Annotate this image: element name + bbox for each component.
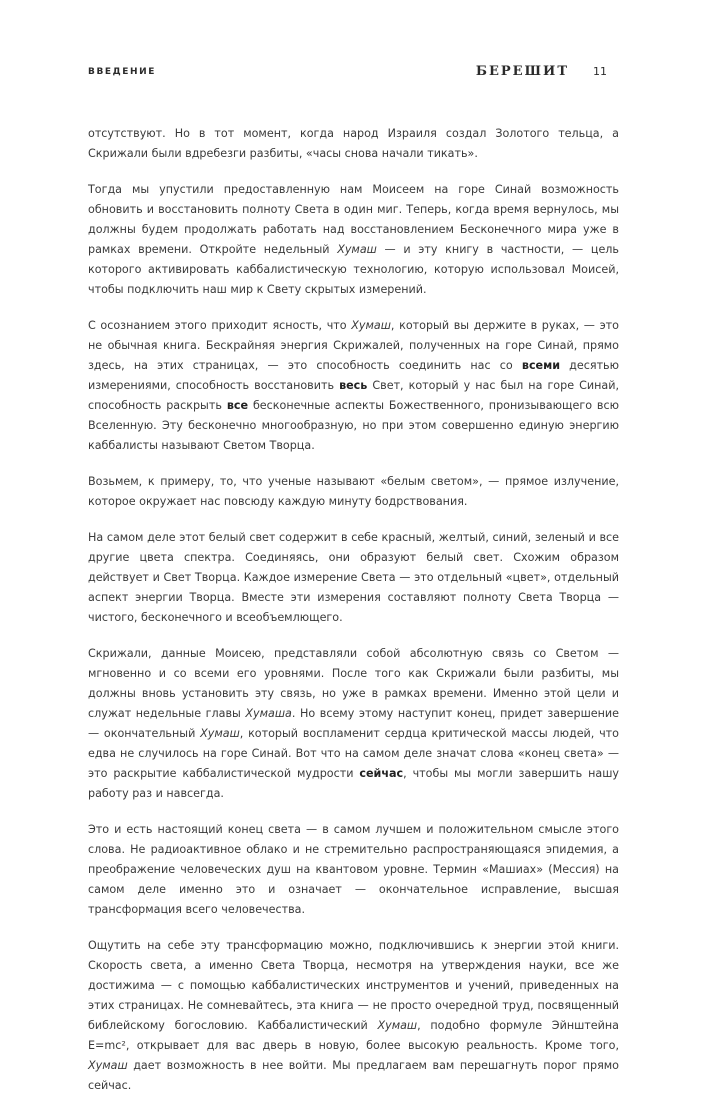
italic-text: Хумаш: [88, 1059, 128, 1072]
text-run: , который воспламенит сердца критической массы людей, что едва не случилось на горе Синай. Вот что на самом деле значат слова «конец света» — это раскрытие каббалистической мудрости: [88, 727, 619, 780]
text-run: . Но всему этому наступит конец, придет завершение — окончательный: [88, 707, 620, 740]
paragraph: [88, 820, 619, 920]
text-run: отсутствуют. Но в тот момент, когда народ Израиля создал Золотого тельца, а Скрижали были вдребезги разбиты, «часы снова начали тикать».: [88, 127, 619, 160]
text-run: Возьмем, к примеру, то, что ученые называют «белым светом», — прямое излучение, которое окружает нас повсюду каждую минуту бодрствования.: [88, 475, 619, 508]
page-number: 11: [593, 65, 607, 78]
text-run: Тогда мы упустили предоставленную нам Моисеем на горе Синай возможность обновить и восстановить полноту Света в один миг. Теперь, когда время вернулось, мы должны будем продолжать работать над восстановлением Бесконечного мира уже в рамках времени. Откройте недельный: [88, 183, 619, 256]
italic-text: Хумаш: [200, 727, 240, 740]
text-run: С осознанием этого приходит ясность, что: [88, 319, 352, 332]
text-run: Скрижали, данные Моисею, представляли собой абсолютную связь со Светом — мгновенно и со всеми его уровнями. После того как Скрижали были разбиты, мы должны вновь установить эту связь, но уже в рамках времени. Именно этой цели и служат недельные главы: [88, 647, 619, 720]
paragraph: [88, 472, 619, 512]
text-run: , подобно формуле Эйнштейна E=mc²: [88, 1019, 619, 1052]
text-run: десятью измерениями, способность восстановить: [88, 359, 619, 392]
italic-text: Хумаша: [245, 707, 292, 720]
paragraph: [88, 644, 619, 804]
paragraph: [88, 180, 619, 300]
italic-text: Хумаш: [351, 319, 391, 332]
running-header: [0, 64, 706, 84]
paragraph: [88, 124, 619, 164]
bold-text: сейчас: [359, 767, 404, 780]
italic-text: Хумаш: [337, 243, 377, 256]
text-run: — и эту книгу в частности, — цель которого активировать каббалистическую технологию, которую использовал Моисей, чтобы подключить наш мир к Свету скрытых измерений.: [88, 243, 619, 296]
text-run: дает возможность в нее войти. Мы предлагаем вам перешагнуть порог прямо сейчас.: [88, 1059, 619, 1092]
bold-text: весь: [339, 379, 368, 392]
bold-text: все: [226, 399, 249, 412]
body-text: [88, 124, 619, 1112]
paragraph: [88, 316, 619, 456]
text-run: , чтобы мы могли завершить нашу работу раз и навсегда.: [88, 767, 619, 800]
text-run: Ощутить на себе эту трансформацию можно, подключившись к энергии этой книги. Скорость света, а именно Света Творца, несмотря на утверждения науки, все же достижима — с помощью каббалистических инструментов и учений, приведенных на этих страницах. Не сомневайтесь, эта книга — не просто очередной труд, посвященный библейскому богословию. Каббалистический: [88, 939, 619, 1032]
text-run: бесконечные аспекты Божественного, пронизывающего всю Вселенную. Эту бесконечно многообразную, но при этом совершенно единую энергию каббалисты называют Светом Творца.: [88, 399, 619, 452]
text-run: На самом деле этот белый свет содержит в себе красный, желтый, синий, зеленый и все другие цвета спектра. Соединяясь, они образуют белый свет. Схожим образом действует и Свет Творца. Каждое измерение Света — это отдельный «цвет», отдельный аспект энергии Творца. Вместе эти измерения составляют полноту Света Творца — чистого, бесконечного и всеобъемлющего.: [88, 531, 619, 624]
paragraph: [88, 936, 619, 1096]
bold-text: всеми: [521, 359, 561, 372]
text-run: Это и есть настоящий конец света — в самом лучшем и положительном смысле этого слова. Не радиоактивное облако и не стремительно распространяющаяся эпидемия, а преображение человеческих душ на квантовом уровне. Термин «Машиах» (Мессия) на самом деле именно это и означает — окончательное исправление, высшая трансформация всего человечества.: [88, 823, 619, 916]
book-title: БЕРЕШИТ: [475, 64, 569, 79]
text-run: Свет, который у нас был на горе Синай, способность раскрыть: [88, 379, 619, 412]
text-run: , открывает для вас дверь в новую, более высокую реальность. Кроме того,: [125, 1039, 619, 1052]
paragraph: [88, 528, 619, 628]
text-run: , который вы держите в руках, — это не обычная книга. Бескрайняя энергия Скрижалей, полученных на горе Синай, прямо здесь, на этих страницах, — это способность соединить нас со: [88, 319, 619, 372]
italic-text: Хумаш: [377, 1019, 418, 1032]
section-label: ВВЕДЕНИЕ: [88, 67, 157, 77]
